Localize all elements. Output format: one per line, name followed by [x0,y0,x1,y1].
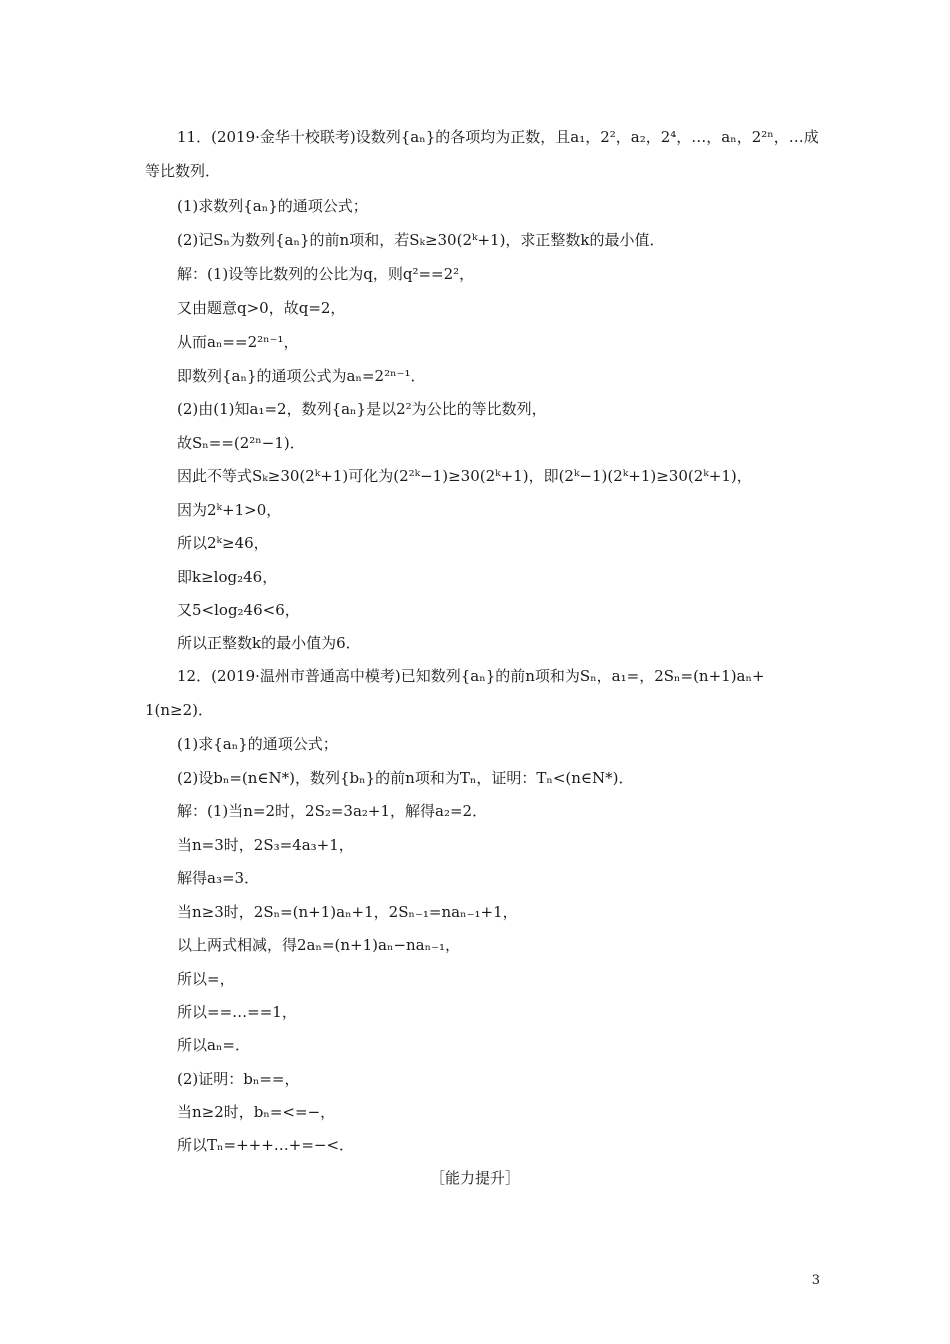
problem-12-stem-line-1: 12．(2019·温州市普通高中模考)已知数列{aₙ}的前n项和为Sₙ，a₁=，2Sₙ=(n+1)aₙ+ [177,667,765,685]
problem-11-solution-line: 即k≥log₂46， [177,568,278,586]
problem-12-solution-line: 以上两式相减，得2aₙ=(n+1)aₙ−naₙ₋₁， [177,936,461,954]
problem-12-solution-line: 所以aₙ=． [177,1036,251,1054]
problem-12-solution-line: (2)证明：bₙ==， [177,1070,300,1088]
problem-12-solution-line: 当n=3时，2S₃=4a₃+1， [177,836,354,854]
problem-11-question-2: (2)记Sₙ为数列{aₙ}的前n项和，若Sₖ≥30(2ᵏ+1)，求正整数k的最小值． [177,231,665,249]
problem-11-solution-line: 即数列{aₙ}的通项公式为aₙ=2²ⁿ⁻¹． [177,367,426,385]
problem-11-solution-line: 所以正整数k的最小值为6． [177,634,361,652]
problem-12-question-1: (1)求{aₙ}的通项公式； [177,735,338,753]
section-heading: ［能力提升］ [429,1169,520,1187]
page-number: 3 [811,1273,820,1288]
problem-11-solution-line: (2)由(1)知a₁=2，数列{aₙ}是以2²为公比的等比数列， [177,400,547,418]
problem-12-solution-line: 解得a₃=3． [177,869,260,887]
problem-11-solution-line: 故Sₙ==(2²ⁿ−1)． [177,434,305,452]
problem-11-solution-line: 从而aₙ==2²ⁿ⁻¹， [177,333,299,351]
problem-11-solution-line: 解：(1)设等比数列的公比为q，则q²==2²， [177,265,475,283]
problem-12-solution-line: 当n≥2时，bₙ=<=−， [177,1103,336,1121]
problem-12-solution-line: 所以=， [177,970,235,988]
problem-12-solution-line: 所以Tₙ=+++…+=−<． [177,1136,355,1154]
problem-11-stem-line-2: 等比数列． [145,162,221,180]
problem-12-solution-line: 当n≥3时，2Sₙ=(n+1)aₙ+1，2Sₙ₋₁=naₙ₋₁+1， [177,903,518,921]
problem-11-stem-line-1: 11．(2019·金华十校联考)设数列{aₙ}的各项均为正数，且a₁，2²，a₂，2⁴，…，aₙ，2²ⁿ，…成 [177,128,819,146]
problem-11-question-1: (1)求数列{aₙ}的通项公式； [177,197,368,215]
problem-11-solution-line: 所以2ᵏ≥46， [177,534,269,552]
problem-11-solution-line: 因此不等式Sₖ≥30(2ᵏ+1)可化为(2²ᵏ−1)≥30(2ᵏ+1)，即(2ᵏ−1)(2ᵏ+1)≥30(2ᵏ+1)， [177,467,752,485]
problem-11-solution-line: 又由题意q>0，故q=2， [177,299,346,317]
problem-12-solution-line: 解：(1)当n=2时，2S₂=3a₂+1，解得a₂=2． [177,802,488,820]
problem-11-solution-line: 因为2ᵏ+1>0， [177,501,282,519]
problem-12-stem-line-2: 1(n≥2)． [145,701,214,719]
problem-11-solution-line: 又5<log₂46<6， [177,601,300,619]
problem-12-solution-line: 所以==…==1， [177,1003,297,1021]
problem-12-question-2: (2)设bₙ=(n∈N*)，数列{bₙ}的前n项和为Tₙ，证明：Tₙ<(n∈N*)． [177,769,634,787]
